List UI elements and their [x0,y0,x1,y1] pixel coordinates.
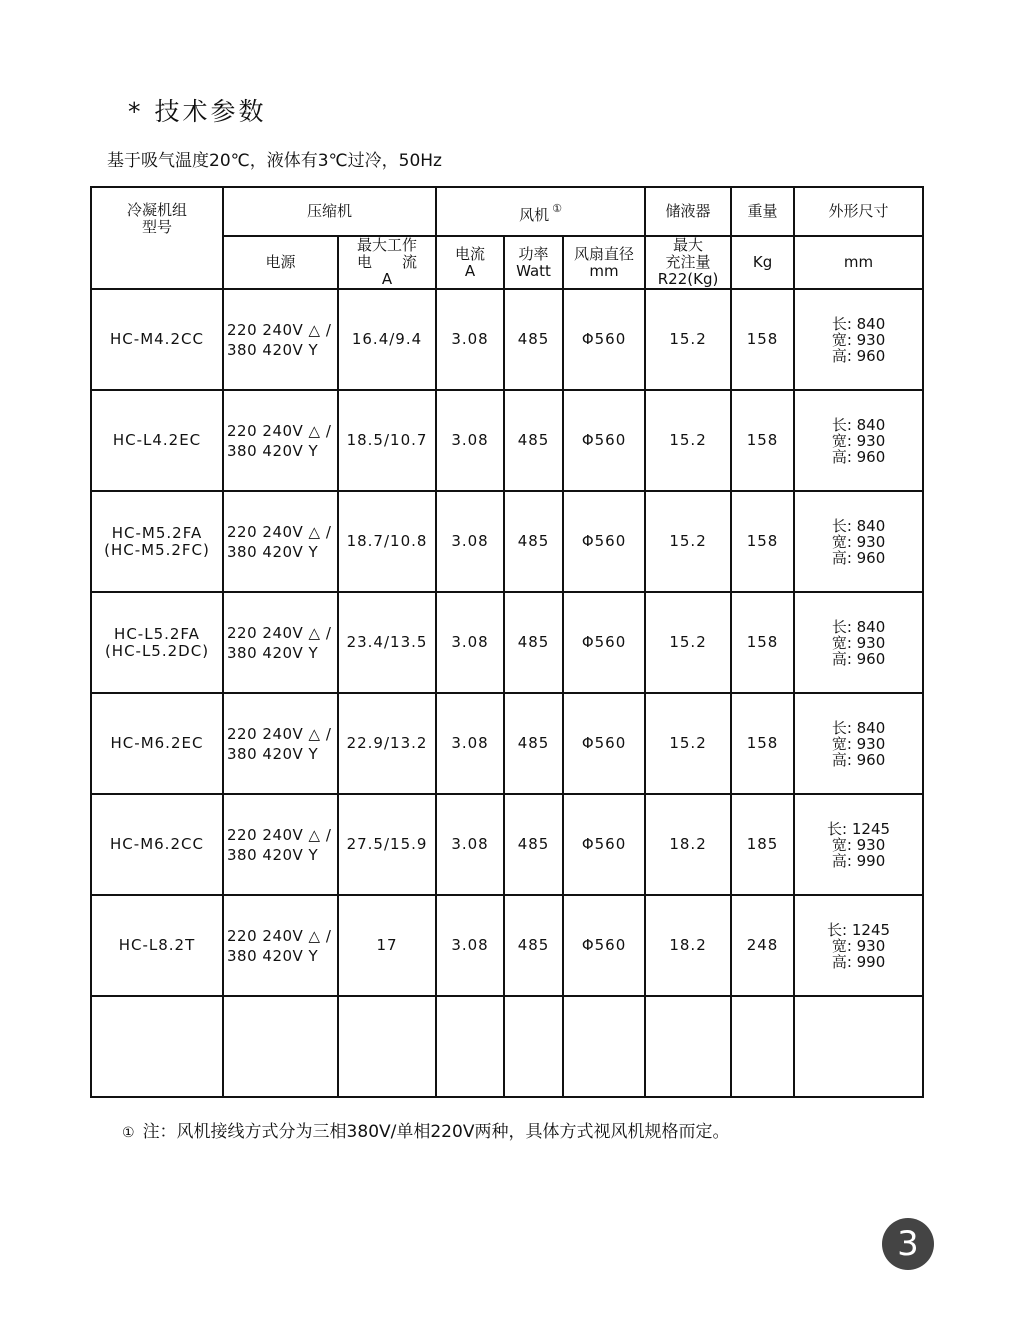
fan-current-cell: 3.08 [436,491,504,592]
weight-cell: 158 [731,491,794,592]
page-title: * 技术参数 [128,97,267,126]
weight-cell: 185 [731,794,794,895]
model-cell: HC-M6.2EC [91,693,223,794]
fan-diameter-cell: Φ560 [563,390,645,491]
fan-power-cell: 485 [504,794,563,895]
fan-current-cell: 3.08 [436,390,504,491]
header-max-current: 最大工作 电 流 A [338,236,436,289]
conditions-subtitle: 基于吸气温度20℃，液体有3℃过冷，50Hz [107,151,442,171]
max-current-cell: 16.4/9.4 [338,289,436,390]
header-weight-unit: Kg [731,236,794,289]
fan-diameter-cell: Φ560 [563,592,645,693]
table-row [91,390,923,491]
header-receiver: 储液器 [645,187,731,236]
header-dim-unit: mm [794,236,923,289]
dimensions-cell: 长: 840 宽: 930 高: 960 [794,592,923,693]
empty-cell [338,996,436,1097]
charge-cell: 15.2 [645,289,731,390]
empty-cell [794,996,923,1097]
table-row [91,491,923,592]
power-cell: 220 240V △ / 380 420V Y [223,491,338,592]
header-compressor: 压缩机 [223,187,436,236]
max-current-cell: 27.5/15.9 [338,794,436,895]
header-fan: 风机 ① [436,187,645,236]
dimensions-cell: 长: 1245 宽: 930 高: 990 [794,895,923,996]
charge-cell: 18.2 [645,794,731,895]
max-current-cell: 18.5/10.7 [338,390,436,491]
footnote-mark: ① [122,1125,135,1141]
header-weight: 重量 [731,187,794,236]
header-fan-power: 功率 Watt [504,236,563,289]
dimensions-cell: 长: 840 宽: 930 高: 960 [794,390,923,491]
max-current-cell: 22.9/13.2 [338,693,436,794]
table-row [91,592,923,693]
power-cell: 220 240V △ / 380 420V Y [223,390,338,491]
fan-power-cell: 485 [504,592,563,693]
empty-row [91,996,923,1097]
charge-cell: 18.2 [645,895,731,996]
table-row [91,895,923,996]
header-dimensions: 外形尺寸 [794,187,923,236]
max-current-cell: 18.7/10.8 [338,491,436,592]
header-model: 冷凝机组 型号 [91,187,223,289]
fan-current-cell: 3.08 [436,794,504,895]
power-cell: 220 240V △ / 380 420V Y [223,592,338,693]
power-cell: 220 240V △ / 380 420V Y [223,794,338,895]
spec-table [90,186,924,1098]
header-row-1 [91,187,923,236]
weight-cell: 158 [731,390,794,491]
weight-cell: 158 [731,592,794,693]
empty-cell [731,996,794,1097]
model-cell: HC-M6.2CC [91,794,223,895]
power-cell: 220 240V △ / 380 420V Y [223,693,338,794]
fan-diameter-cell: Φ560 [563,693,645,794]
fan-power-cell: 485 [504,390,563,491]
fan-diameter-cell: Φ560 [563,895,645,996]
fan-current-cell: 3.08 [436,289,504,390]
header-fan-current: 电流 A [436,236,504,289]
empty-cell [645,996,731,1097]
dimensions-cell: 长: 840 宽: 930 高: 960 [794,289,923,390]
empty-cell [563,996,645,1097]
fan-power-cell: 485 [504,693,563,794]
empty-cell [504,996,563,1097]
header-max-charge: 最大 充注量 R22(Kg) [645,236,731,289]
header-power-supply: 电源 [223,236,338,289]
footnote-text: 注：风机接线方式分为三相380V/单相220V两种，具体方式视风机规格而定。 [142,1122,730,1142]
weight-cell: 248 [731,895,794,996]
fan-power-cell: 485 [504,895,563,996]
fan-diameter-cell: Φ560 [563,491,645,592]
charge-cell: 15.2 [645,592,731,693]
header-fan-diameter: 风扇直径 mm [563,236,645,289]
model-cell: HC-L8.2T [91,895,223,996]
table-row [91,794,923,895]
fan-current-cell: 3.08 [436,895,504,996]
model-cell: HC-L4.2EC [91,390,223,491]
max-current-cell: 23.4/13.5 [338,592,436,693]
weight-cell: 158 [731,693,794,794]
charge-cell: 15.2 [645,693,731,794]
charge-cell: 15.2 [645,491,731,592]
fan-power-cell: 485 [504,289,563,390]
model-cell: HC-M5.2FA (HC-M5.2FC) [91,491,223,592]
dimensions-cell: 长: 840 宽: 930 高: 960 [794,491,923,592]
footnote [122,1117,729,1142]
power-cell: 220 240V △ / 380 420V Y [223,289,338,390]
fan-diameter-cell: Φ560 [563,289,645,390]
dimensions-cell: 长: 840 宽: 930 高: 960 [794,693,923,794]
fan-current-cell: 3.08 [436,592,504,693]
weight-cell: 158 [731,289,794,390]
dimensions-cell: 长: 1245 宽: 930 高: 990 [794,794,923,895]
model-cell: HC-L5.2FA (HC-L5.2DC) [91,592,223,693]
fan-current-cell: 3.08 [436,693,504,794]
table-row [91,289,923,390]
charge-cell: 15.2 [645,390,731,491]
empty-cell [436,996,504,1097]
model-cell: HC-M4.2CC [91,289,223,390]
fan-diameter-cell: Φ560 [563,794,645,895]
empty-cell [91,996,223,1097]
empty-cell [223,996,338,1097]
power-cell: 220 240V △ / 380 420V Y [223,895,338,996]
table-row [91,693,923,794]
fan-footnote-mark: ① [552,201,562,215]
page-number-badge: 3 [882,1218,934,1270]
fan-power-cell: 485 [504,491,563,592]
max-current-cell: 17 [338,895,436,996]
